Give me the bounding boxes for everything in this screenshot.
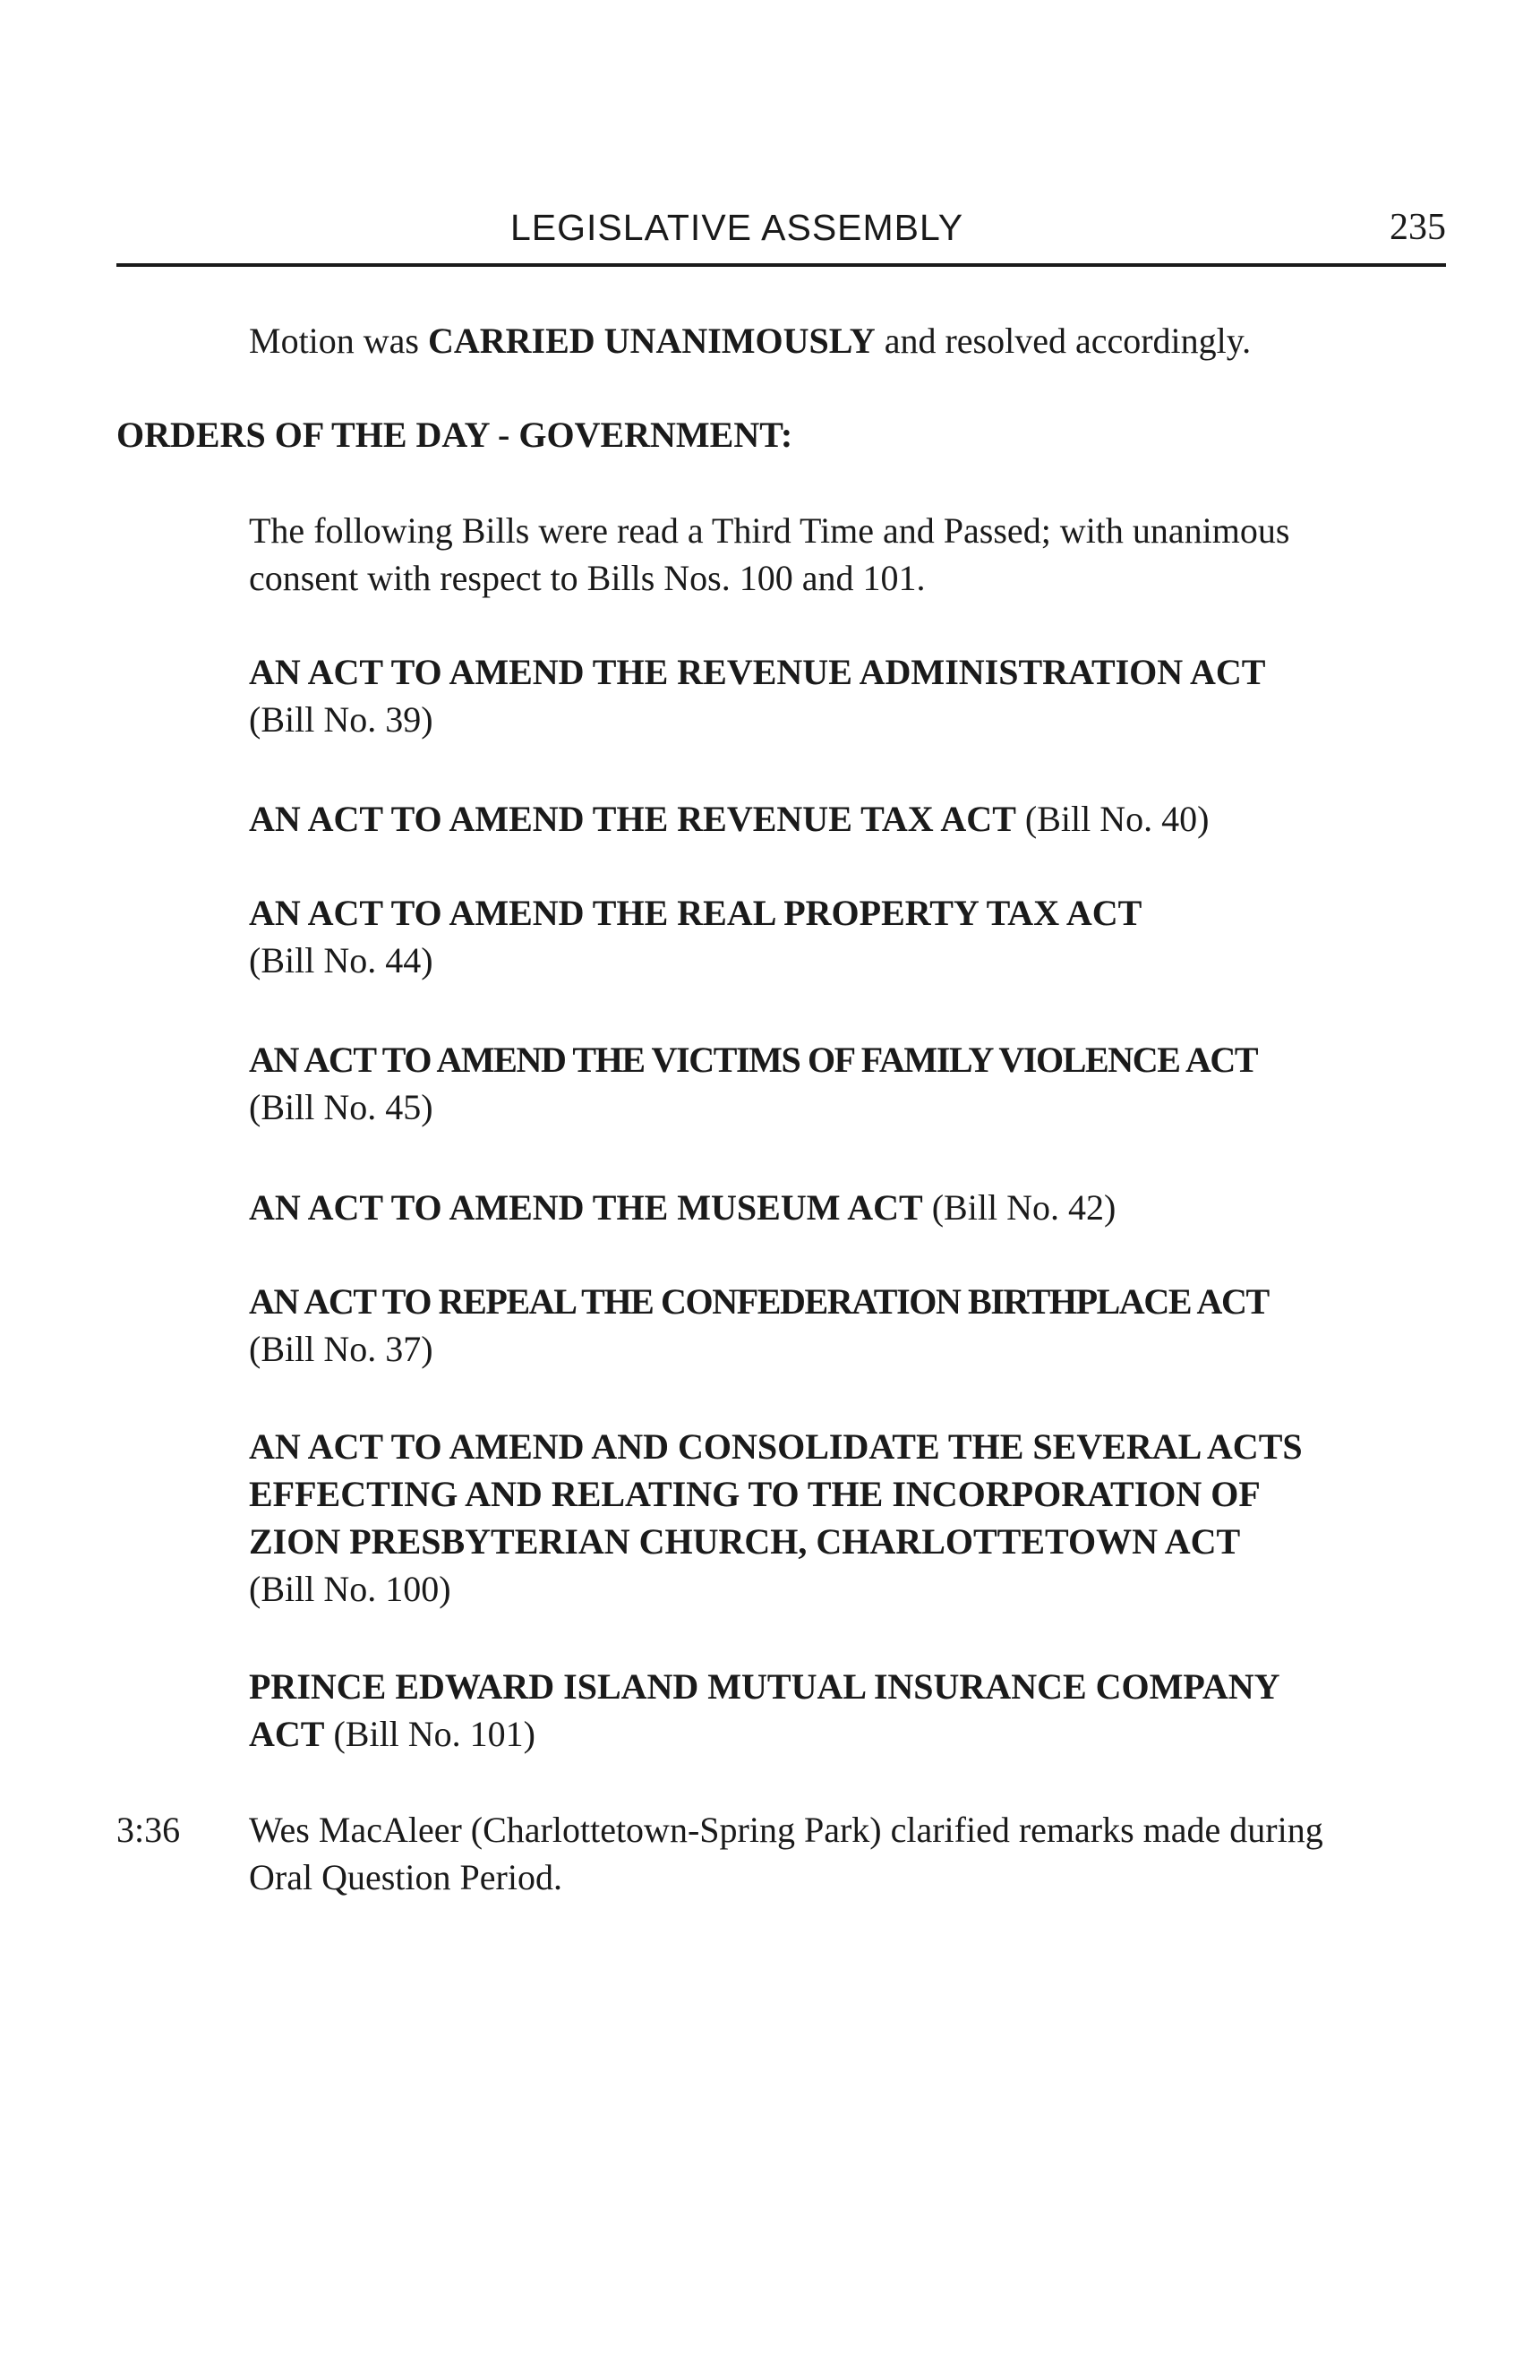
bill-title: AN ACT TO AMEND THE MUSEUM ACT xyxy=(249,1187,923,1228)
bill-number: (Bill No. 45) xyxy=(249,1087,433,1127)
bill-entry xyxy=(249,1663,1449,1758)
bill-title: AN ACT TO REPEAL THE CONFEDERATION BIRTHPLACE ACT xyxy=(249,1281,1269,1322)
bill-entry xyxy=(249,1423,1449,1613)
bill-title: AN ACT TO AMEND THE VICTIMS OF FAMILY VIOLENCE ACT xyxy=(249,1040,1258,1080)
bill-entry xyxy=(249,1036,1449,1131)
bill-number: (Bill No. 100) xyxy=(249,1569,451,1609)
bill-entry xyxy=(249,1184,1449,1231)
bill-title: ACT xyxy=(249,1714,325,1754)
bill-title: AN ACT TO AMEND AND CONSOLIDATE THE SEVERAL ACTS xyxy=(249,1426,1303,1467)
bill-number: (Bill No. 37) xyxy=(249,1329,433,1369)
bill-entry xyxy=(249,795,1449,843)
bill-title: ZION PRESBYTERIAN CHURCH, CHARLOTTETOWN ACT xyxy=(249,1521,1241,1562)
bill-number: (Bill No. 39) xyxy=(249,699,433,740)
orders-heading: ORDERS OF THE DAY - GOVERNMENT: xyxy=(116,415,793,455)
carried-label: CARRIED UNANIMOUSLY xyxy=(428,321,876,361)
bill-title: AN ACT TO AMEND THE REVENUE TAX ACT xyxy=(249,799,1016,839)
page-number: 235 xyxy=(1390,207,1446,248)
bill-number: (Bill No. 42) xyxy=(922,1187,1116,1228)
bill-entry xyxy=(249,1278,1449,1373)
entry-time: 3:36 xyxy=(116,1810,181,1850)
running-title: LEGISLATIVE ASSEMBLY xyxy=(510,207,964,248)
bill-number: (Bill No. 40) xyxy=(1015,799,1210,839)
bill-number: (Bill No. 101) xyxy=(324,1714,535,1754)
bill-title: AN ACT TO AMEND THE REAL PROPERTY TAX ACT xyxy=(249,893,1142,933)
bills-intro: The following Bills were read a Third Time and Passed; with unanimous consent with respect to Bills Nos. 100 and 101. xyxy=(249,510,1290,598)
entry-text: Wes MacAleer (Charlottetown-Spring Park) clarified remarks made during Oral Question Period. xyxy=(249,1810,1323,1897)
bill-entry xyxy=(249,889,1449,984)
bill-title: AN ACT TO AMEND THE REVENUE ADMINISTRATION ACT xyxy=(249,652,1266,692)
bill-title: EFFECTING AND RELATING TO THE INCORPORATION OF xyxy=(249,1474,1261,1514)
bill-entry xyxy=(249,648,1449,743)
motion-result: Motion was CARRIED UNANIMOUSLY and resolved accordingly. xyxy=(249,321,1252,361)
page-header xyxy=(116,202,1446,267)
bill-title: PRINCE EDWARD ISLAND MUTUAL INSURANCE COMPANY xyxy=(249,1666,1280,1707)
bill-number: (Bill No. 44) xyxy=(249,940,433,980)
